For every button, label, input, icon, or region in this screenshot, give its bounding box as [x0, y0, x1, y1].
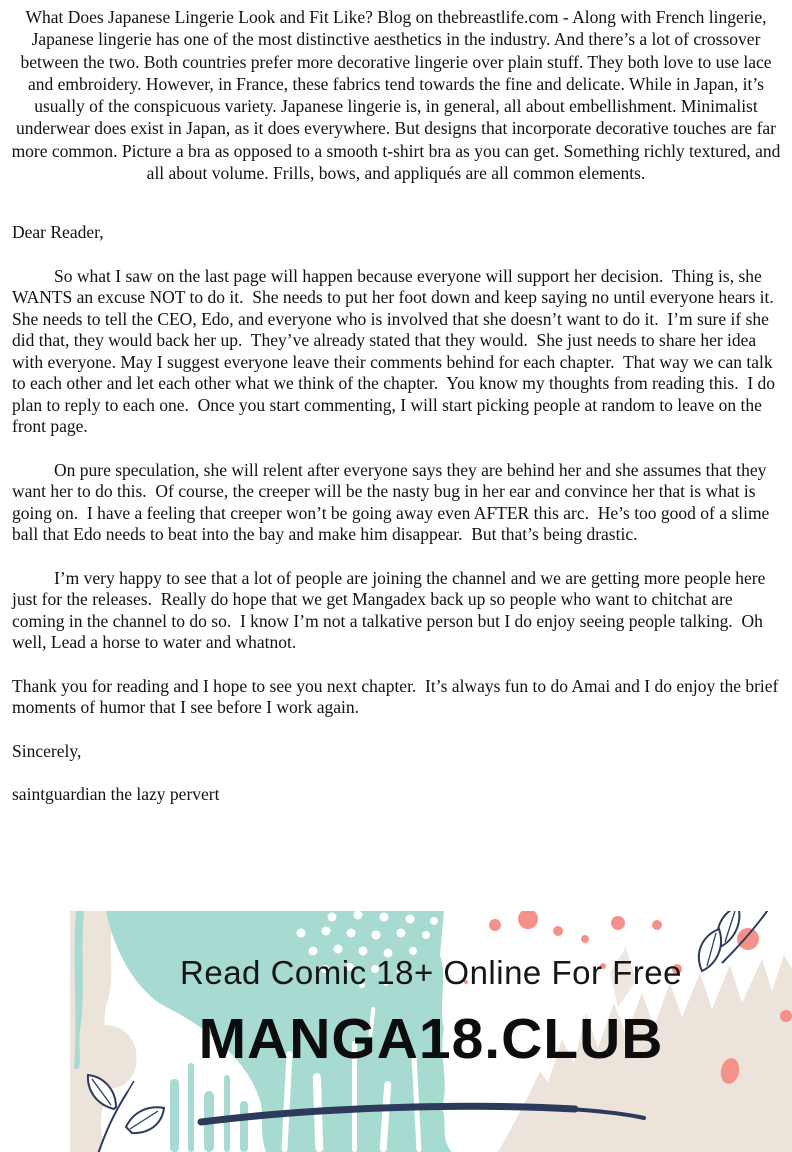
letter-closing: Sincerely, — [12, 740, 82, 761]
header-paragraph: What Does Japanese Lingerie Look and Fit Like? Blog on thebreastlife.com - Along with French lingerie, Japanese lingerie has one of the most distinctive aesthetics in the industry. And there’s a lot of crossover between the two. Both countries prefer more decorative lingerie over plain stuff. They both love to use lace and embroidery. However, in France, these fabrics tend towards the fine and delicate. While in Japan, it’s usually of the conspicuous variety. Japanese lingerie is, in general, all about embellishment. Minimalist underwear does exist in Japan, as it does everywhere. But designs that incorporate decorative touches are far more common. Picture a bra as opposed to a smooth t-shirt bra as you can get. Something richly textured, and all about volume. Frills, bows, and appliqués are all common elements. — [11, 7, 785, 184]
letter-paragraph: On pure speculation, she will relent after everyone says they are behind her and she assumes that they want her to do this. Of course, the creeper will be the nasty bug in her ear and convince her that is what is going on. I have a feeling that creeper won’t be going away even AFTER this arc. He’s too good of a slime ball that Edo needs to beat into the bay and make him disappear. But that’s being drastic. — [12, 459, 774, 544]
letter-paragraph: I’m very happy to see that a lot of people are joining the channel and we are getting more people here just for the releases. Really do hope that we get Mangadex back up so people who want to chitchat are coming in the channel to do so. I know I’m not a talkative person but I do enjoy seeing people talking. Oh well, Lead a horse to water and whatnot. — [12, 567, 770, 652]
banner-site-name: MANGA18.CLUB — [198, 1007, 664, 1071]
letter-body — [12, 222, 782, 828]
letter-paragraph: Thank you for reading and I hope to see you next chapter. It’s always fun to do Amai and I do enjoy the brief moments of humor that I see before I work again. — [12, 675, 783, 717]
banner-tagline: Read Comic 18+ Online For Free — [180, 954, 682, 991]
letter-signature: saintguardian the lazy pervert — [12, 784, 220, 804]
letter-paragraph: So what I saw on the last page will happen because everyone will support her decision. Thing is, she WANTS an excuse NOT to do it. She needs to put her foot down and keep saying no until everyone hears it. She needs to tell the CEO, Edo, and everyone who is involved that she doesn’t want to do it. I’m sure if she did that, they would back her up. They’ve already stated that they would. She just needs to share her idea with everyone. May I suggest everyone leave their comments behind for each chapter. That way we can talk to each other and let each other what we think of the chapter. You know my thoughts from reading this. I do plan to reply to each one. Once you start commenting, I will start picking people at random to leave on the front page. — [12, 265, 783, 436]
ad-banner[interactable] — [70, 911, 792, 1152]
letter-salutation: Dear Reader, — [12, 222, 104, 242]
